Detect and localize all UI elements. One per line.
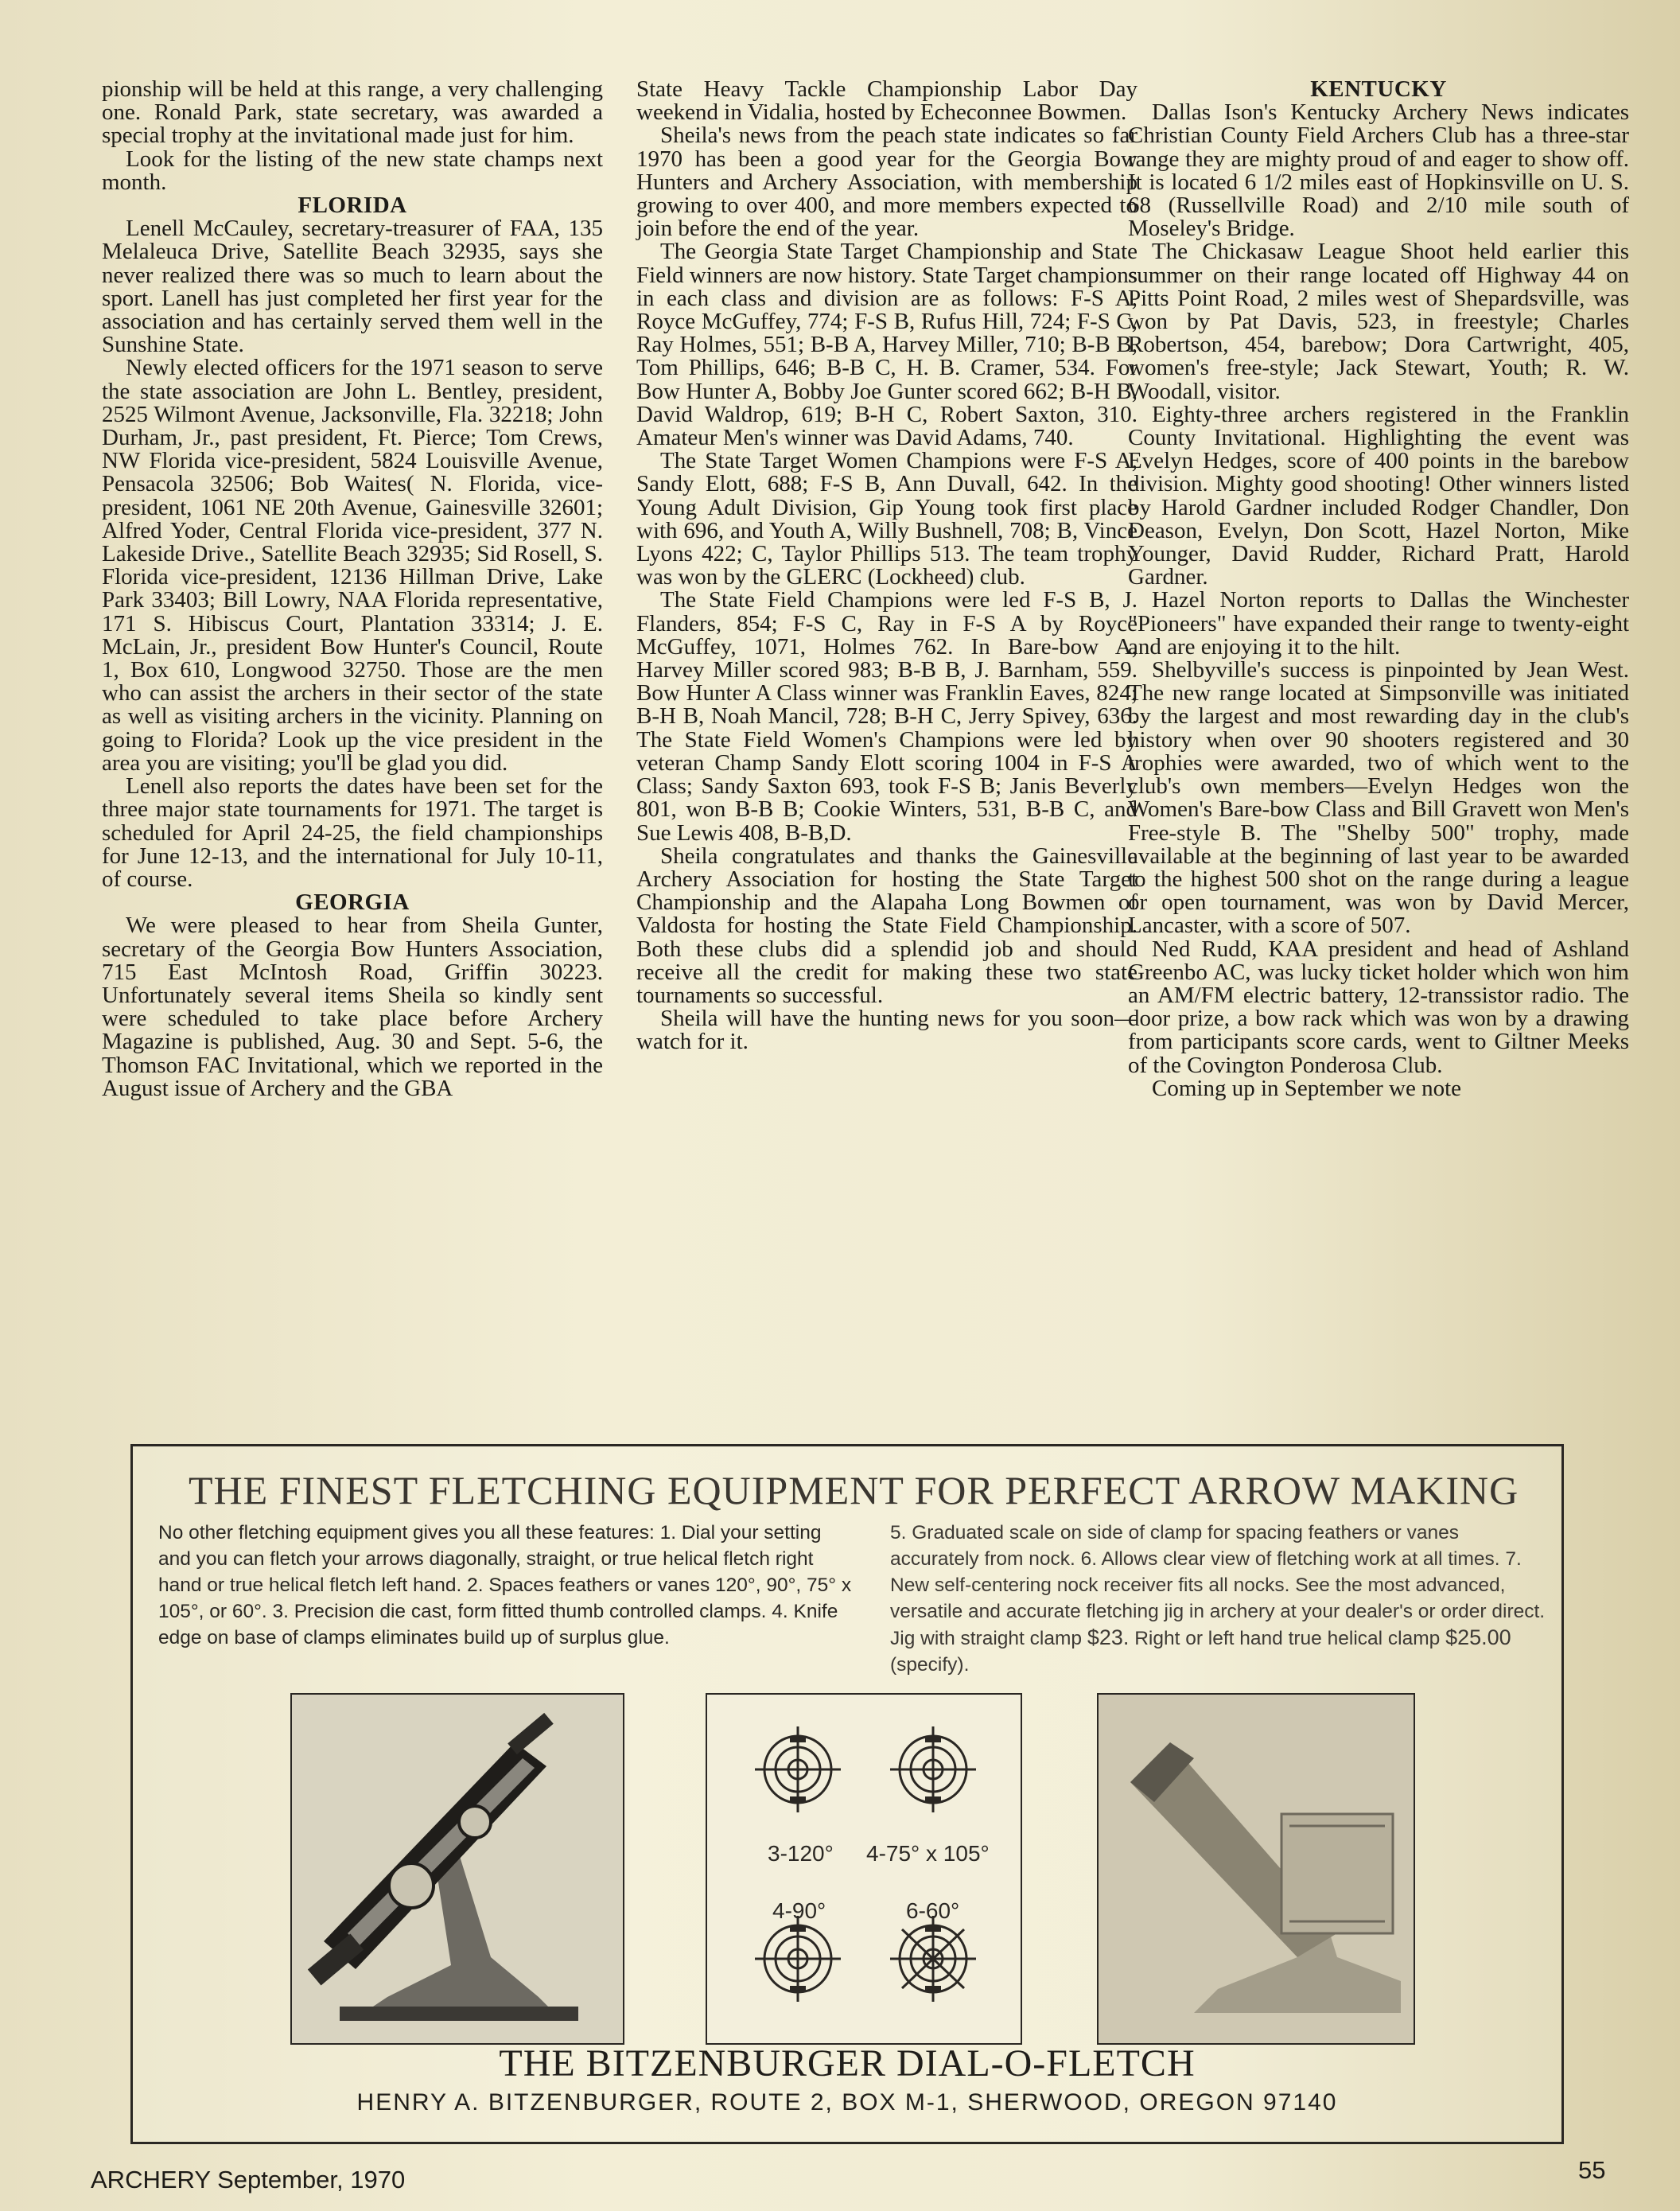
section-heading: FLORIDA — [298, 193, 407, 219]
article-paragraph: Newly elected officers for the 1971 season to serve the state association are John L. Bentley, president, 2525 Wilmont Avenue, Jacksonville, Fla. 32218; John Durham, Jr., past president, Ft. Pierce; Tom Crews, NW Florida vice-president, 5824 Louisville Avenue, Pensacola 32506; Bob Waites( N. Florida, vice-president, 1061 NE 20th Avenue, Gainesville 32601; Alfred Yoder, Central Florida vice-president, 377 N. Lakeside Drive., Satellite Beach 32935; Sid Rosell, S. Florida vice-president, 12136 Hillman Drive, Lake Park 33403; Bill Lowry, NAA Florida representative, 171 S. Hibiscus Court, Plantation 33314; J. E. McLain, Jr., president Bow Hunter's Council, Route 1, Box 610, Longwood 32750. Those are the men who can assist the archers in their sector of the state as well as visiting archers in the vicinity. Planning on going to Florida? Look up the vice president in the area you are visiting; you'll be glad you did. — [102, 355, 603, 776]
article-paragraph: Hazel Norton reports to Dallas the Winchester "Pioneers" have expanded their range to twenty-eight and are enjoying it to the hilt. — [1128, 587, 1629, 660]
text-column-1 — [102, 78, 603, 1100]
ad-features-right — [890, 1520, 1550, 1678]
ad-features-right-text-2: Right or left hand true helical clamp — [1134, 1628, 1441, 1649]
article-paragraph: Coming up in September we note — [1152, 1075, 1462, 1101]
product-title: THE BITZENBURGER DIAL-O-FLETCH — [499, 2042, 1196, 2084]
text-column-2 — [636, 78, 1138, 1054]
article-paragraph: We were pleased to hear from Sheila Gunter, secretary of the Georgia Bow Hunters Association, 715 East McIntosh Road, Griffin 30223. Unfortunately several items Sheila so kindly sent were scheduled to take place before Archery Magazine is published, Aug. 30 and Sept. 5-6, the Thomson FAC Invitational, which we reported in the August issue of Archery and the GBA — [102, 913, 603, 1101]
page-number: 55 — [1578, 2156, 1606, 2184]
dial-o-fletch-photo — [1097, 1693, 1415, 2045]
article-paragraph: Ned Rudd, KAA president and head of Ashland Greenbo AC, was lucky ticket holder which won him an AM/FM electric battery, 12-transsistor radio. The door prize, a bow rack which was won by a drawing from participants score cards, went to Giltner Meeks of the Covington Ponderosa Club. — [1128, 936, 1629, 1078]
manufacturer-address: HENRY A. BITZENBURGER, ROUTE 2, BOX M-1, SHERWOOD, OREGON 97140 — [356, 2089, 1338, 2116]
article-paragraph: Eighty-three archers registered in the Franklin County Invitational. Highlighting the event was Evelyn Hedges, score of 400 points in the barebow division. Mighty good shooting! Other winners listed by Harold Gardner included Rodger Chandler, Don Deason, Evelyn, Don Scott, Hazel Norton, Mike Younger, David Rudder, Richard Pratt, Harold Gardner. — [1128, 401, 1629, 590]
ad-features-right-text: 5. Graduated scale on side of clamp for spacing feathers or vanes accurately from nock. 6. Allows clear view of fletching work at all times. 7. New self-centering nock receiver fits all nocks. See the most advanced, versatile and accurate fletching jig in archery at your dealer's or order direct. Jig with straight clamp — [890, 1522, 1546, 1649]
price-helical-clamp: $25.00 — [1445, 1625, 1511, 1649]
price-straight-clamp: $23. — [1087, 1625, 1130, 1649]
article-paragraph: State Heavy Tackle Championship Labor Day weekend in Vidalia, hosted by Echeconnee Bowmen. — [636, 76, 1138, 126]
diagram-label-4-90: 4-90° — [772, 1898, 826, 1923]
article-paragraph: Sheila's news from the peach state indicates so far 1970 has been a good year for the Georgia Bow Hunters and Archery Association, with membership growing to over 400, and more members expected to join before the end of the year. — [636, 123, 1138, 242]
article-paragraph: Dallas Ison's Kentucky Archery News indicates Christian County Field Archers Club has a three-star range they are mighty proud of and eager to show off. It is located 6 1/2 miles east of Hopkinsville on U. S. 68 (Russellville Road) and 2/10 mile south of Moseley's Bridge. — [1128, 99, 1629, 242]
section-heading: GEORGIA — [295, 889, 410, 916]
diagram-label-6-60: 6-60° — [906, 1898, 960, 1923]
fletching-advertisement — [130, 1444, 1564, 2144]
spacing-diagram — [706, 1693, 1022, 2045]
article-paragraph: Sheila will have the hunting news for you soon—watch for it. — [636, 1006, 1138, 1055]
article-paragraph: The State Field Champions were led F-S B, J. Flanders, 854; F-S C, Ray in F-S A by Royce McGuffey, 1071, Holmes 762. In Bare-bow A, Harvey Miller scored 983; B-B B, J. Barnham, 559. Bow Hunter A Class winner was Franklin Eaves, 824; B-H B, Noah Mancil, 728; B-H C, Jerry Spivey, 636. The State Field Women's Champions were led by veteran Champ Sandy Elott scoring 1004 in F-S A Class; Sandy Saxton 693, took F-S B; Janis Beverly 801, won B-B B; Cookie Winters, 531, B-B C, and Sue Lewis 408, B-B,D. — [636, 587, 1138, 846]
magazine-footer: ARCHERY September, 1970 — [91, 2166, 406, 2193]
article-paragraph: pionship will be held at this range, a very challenging one. Ronald Park, state secretary, was awarded a special trophy at the invitational made just for him. — [102, 76, 603, 149]
article-paragraph: The State Target Women Champions were F-S A, Sandy Elott, 688; F-S B, Ann Duvall, 642. In the Young Adult Division, Gip Young took first place with 696, and Youth A, Willy Bushnell, 708; B, Vince Lyons 422; C, Taylor Phillips 513. The team trophy was won by the GLERC (Lockheed) club. — [636, 448, 1138, 590]
diagram-label-3-120: 3-120° — [768, 1841, 834, 1866]
section-heading: KENTUCKY — [1310, 76, 1447, 102]
ad-headline: THE FINEST FLETCHING EQUIPMENT FOR PERFECT ARROW MAKING — [189, 1468, 1519, 1512]
ad-features-left: No other fletching equipment gives you all these features: 1. Dial your setting and you can fletch your arrows diagonally, straight, or true helical fletch right hand or true helical fletch left hand. 2. Spaces feathers or vanes 120°, 90°, 75° x 105°, or 60°. 3. Precision die cast, form fitted thumb controlled clamps. 4. Knife edge on base of clamps eliminates build up of surplus glue. — [158, 1522, 852, 1649]
specify-note: (specify). — [890, 1654, 970, 1676]
fletching-jig-photo — [290, 1693, 624, 2045]
article-paragraph: Sheila congratulates and thanks the Gainesville Archery Association for hosting the State Target Championship and the Alapaha Long Bowmen of Valdosta for hosting the State Field Championship. Both these clubs did a splendid job and should receive all the credit for making these two state tournaments so successful. — [636, 843, 1138, 1008]
diagram-label-4-75x105: 4-75° x 105° — [866, 1841, 990, 1866]
article-paragraph: Lenell also reports the dates have been set for the three major state tournaments for 1971. The target is scheduled for April 24-25, the field championships for June 12-13, and the international for July 10-11, of course. — [102, 773, 603, 892]
article-paragraph: Shelbyville's success is pinpointed by Jean West. The new range located at Simpsonville was initiated by the largest and most rewarding day in the club's history when over 90 shooters registered and 30 trophies were awarded, two of which went to the club's own members—Evelyn Hedges won the Women's Bare-bow Class and Bill Gravett won Men's Free-style B. The "Shelby 500" trophy, made available at the beginning of last year to be awarded to the highest 500 shot on the range during a league or open tournament, was won by David Mercer, Lancaster, with a score of 507. — [1128, 657, 1629, 939]
article-paragraph: The Chickasaw League Shoot held earlier this summer on their range located off Highway 44 on Pitts Point Road, 2 miles west of Shepardsville, was won by Pat Davis, 523, in freestyle; Charles Robertson, 454, barebow; Dora Cartwright, 405, women's free-style; Jack Stewart, Youth; R. W. Woodall, visitor. — [1128, 239, 1629, 404]
article-paragraph: The Georgia State Target Championship and State Field winners are now history. State Target champions in each class and division are as follows: F-S A, Royce McGuffey, 774; F-S B, Rufus Hill, 724; F-S C, Ray Holmes, 551; B-B A, Harvey Miller, 710; B-B B, Tom Phillips, 646; B-B C, H. B. Cramer, 534. For Bow Hunter A, Bobby Joe Gunter scored 662; B-H B, David Waldrop, 619; B-H C, Robert Saxton, 310. Amateur Men's winner was David Adams, 740. — [636, 239, 1138, 451]
article-paragraph: Lenell McCauley, secretary-treasurer of FAA, 135 Melaleuca Drive, Satellite Beach 32935, says she never realized there was so much to learn about the sport. Lanell has just completed her first year for the association and has certainly served them well in the Sunshine State. — [102, 216, 603, 358]
article-paragraph: Look for the listing of the new state champs next month. — [102, 146, 603, 195]
text-column-3 — [1128, 78, 1629, 1100]
